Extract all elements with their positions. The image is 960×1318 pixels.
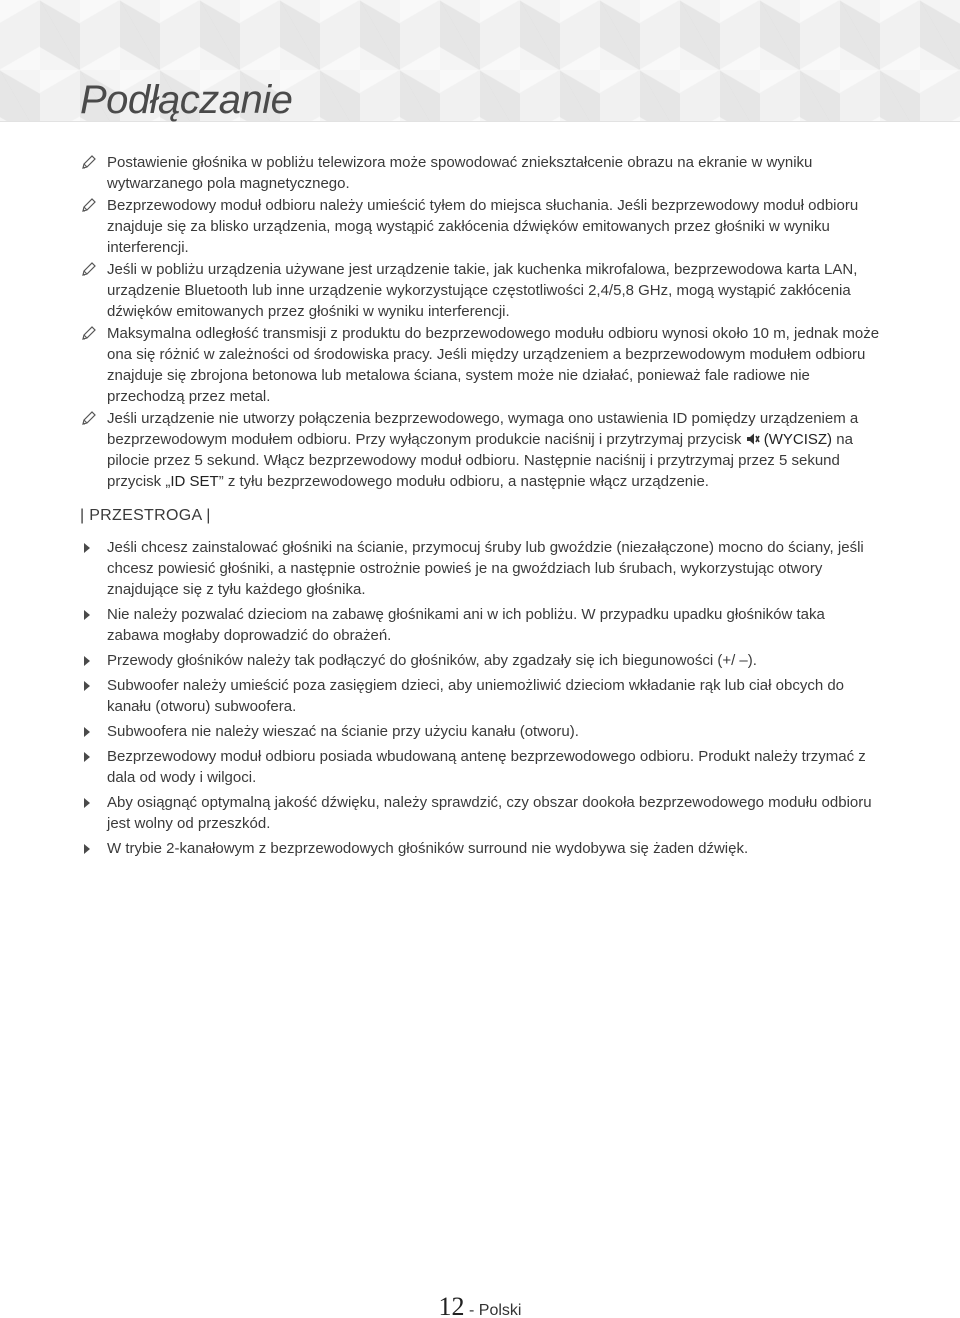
note-text-part: ” z tyłu bezprzewodowego modułu odbioru, a następnie włącz urządzenie. — [218, 473, 709, 490]
note-text: Postawienie głośnika w pobliżu telewizora może spowodować zniekształcenie obrazu na ekranie w wyniku wytwarzanego pola magnetycznego. — [107, 154, 813, 192]
page-language: - Polski — [469, 1302, 522, 1318]
note-item — [80, 152, 880, 194]
caution-text: Bezprzewodowy moduł odbioru posiada wbudowaną antenę bezprzewodowego odbioru. Produkt należy trzymać z dala od wody i wilgoci. — [107, 748, 866, 786]
page-number: 12 — [438, 1292, 465, 1318]
page-content — [80, 152, 880, 863]
triangle-bullet-icon — [84, 543, 90, 553]
caution-text: Jeśli chcesz zainstalować głośniki na ścianie, przymocuj śruby lub gwoździe (niezałączone) mocno do ściany, jeśli chcesz powiesić głośniki, a następnie ostrożnie powieś je na gwoździach lub śrubach, wykorzystując otwory znajdujące się z tyłu każdego głośnika. — [107, 539, 864, 598]
note-item — [80, 408, 880, 492]
id-set-button-label: ID SET — [170, 473, 219, 490]
note-text-part: Jeśli urządzenie nie utworzy połączenia bezprzewodowego, wymaga ono ustawienia ID pomiędzy urządzeniem a bezprzewodowym modułem odbioru. Przy wyłączonym produkcie naciśnij i przytrzymaj przycisk — [107, 410, 859, 448]
caution-text: Subwoofer należy umieścić poza zasięgiem dzieci, aby uniemożliwić dzieciom wkładanie rąk lub ciał obcych do kanału (otworu) subwoofera. — [107, 677, 845, 715]
caution-list — [80, 537, 880, 859]
caution-text: W trybie 2-kanałowym z bezprzewodowych głośników surround nie wydobywa się żaden dźwięk. — [107, 840, 749, 857]
note-item — [80, 259, 880, 322]
caution-item — [80, 721, 880, 742]
caution-item — [80, 650, 880, 671]
note-item — [80, 323, 880, 407]
caution-item — [80, 792, 880, 834]
pencil-note-icon — [80, 261, 98, 279]
caution-item — [80, 675, 880, 717]
triangle-bullet-icon — [84, 752, 90, 762]
triangle-bullet-icon — [84, 844, 90, 854]
mute-speaker-icon — [746, 432, 760, 446]
pencil-note-icon — [80, 410, 98, 428]
caution-item — [80, 537, 880, 600]
caution-heading: | PRZESTROGA | — [80, 507, 211, 524]
caution-text: Aby osiągnąć optymalną jakość dźwięku, należy sprawdzić, czy obszar dookoła bezprzewodowego modułu odbioru jest wolny od przeszkód. — [107, 794, 872, 832]
triangle-bullet-icon — [84, 798, 90, 808]
page-footer — [0, 1292, 960, 1318]
notes-list — [80, 152, 880, 492]
triangle-bullet-icon — [84, 681, 90, 691]
note-text: Bezprzewodowy moduł odbioru należy umieścić tyłem do miejsca słuchania. Jeśli bezprzewodowy moduł odbioru znajduje się za blisko urządzenia, mogą wystąpić zakłócenia dźwięków emitowanych przez głośniki w wyniku interferencji. — [107, 197, 859, 256]
caution-text: Subwoofera nie należy wieszać na ścianie przy użyciu kanału (otworu). — [107, 723, 579, 740]
caution-text: Przewody głośników należy tak podłączyć do głośników, aby zgadzały się ich biegunowości (+/ –). — [107, 652, 757, 669]
pencil-note-icon — [80, 197, 98, 215]
note-text: Jeśli w pobliżu urządzenia używane jest urządzenie takie, jak kuchenka mikrofalowa, bezprzewodowa karta LAN, urządzenie Bluetooth lub inne urządzenie wykorzystujące częstotliwości 2,4/5,8 GHz, mogą wystąpić zakłócenia dźwięków emitowanych przez głośniki w wyniku interferencji. — [107, 261, 858, 320]
note-item — [80, 195, 880, 258]
triangle-bullet-icon — [84, 610, 90, 620]
note-text-part: na pilocie przez 5 sekund. Włącz bezprzewodowy moduł odbioru. Następnie naciśnij i przytrzymaj przez 5 sekund przycisk „ — [107, 431, 853, 490]
caution-text: Nie należy pozwalać dzieciom na zabawę głośnikami ani w ich pobliżu. W przypadku upadku głośników taka zabawa mogłaby doprowadzić do obrażeń. — [107, 606, 825, 644]
note-text: Maksymalna odległość transmisji z produktu do bezprzewodowego modułu odbioru wynosi około 10 m, jednak może ona się różnić w zależności od środowiska pracy. Jeśli między urządzeniem a bezprzewodowym modułem odbioru znajduje się zbrojona betonowa lub metalowa ściana, system może nie działać, ponieważ fale radiowe nie przechodzą przez metal. — [107, 325, 880, 405]
pencil-note-icon — [80, 154, 98, 172]
mute-button-label: (WYCISZ) — [763, 431, 833, 448]
caution-item — [80, 838, 880, 859]
page-title: Podłączanie — [80, 78, 293, 122]
triangle-bullet-icon — [84, 727, 90, 737]
triangle-bullet-icon — [84, 656, 90, 666]
pencil-note-icon — [80, 325, 98, 343]
caution-item — [80, 746, 880, 788]
caution-item — [80, 604, 880, 646]
